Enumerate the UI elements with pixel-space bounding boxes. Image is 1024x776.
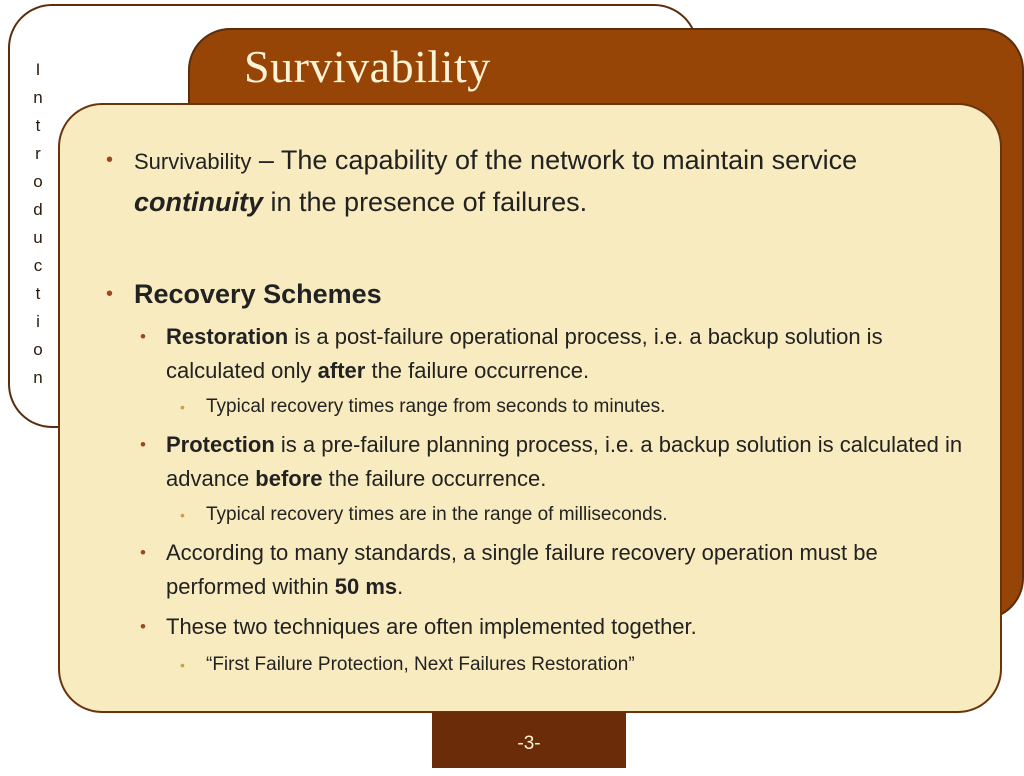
tab-letter: r: [35, 144, 41, 163]
definition-dash: –: [251, 145, 281, 175]
bullet-icon: •: [106, 149, 114, 171]
page-number: -3-: [432, 712, 626, 768]
standards-emphasis: 50 ms: [334, 574, 398, 599]
tab-letter: n: [33, 368, 43, 387]
bullet-together: [140, 610, 966, 644]
tab-letter: n: [33, 88, 43, 107]
tab-letter: I: [35, 60, 41, 79]
slide-title: Survivability: [244, 41, 491, 92]
bullet-definition: [106, 140, 966, 222]
section-tab-introduction[interactable]: [20, 56, 56, 392]
definition-emphasis: continuity: [134, 187, 263, 217]
protection-text: is a pre-failure planning process, i.e. a backup solution is calculated in advance: [166, 432, 963, 491]
tab-letter: u: [33, 228, 43, 247]
definition-text-after: in the presence of failures.: [263, 187, 588, 217]
bullet-icon: •: [180, 399, 185, 415]
standards-text: According to many standards, a single failure recovery operation must be performed within: [166, 540, 878, 599]
bullet-restoration-sub: [180, 394, 966, 420]
bullet-icon: •: [140, 327, 146, 346]
bullet-standards: [140, 536, 966, 604]
protection-sub-text: Typical recovery times are in the range of milliseconds.: [206, 504, 668, 525]
standards-text-after: .: [397, 574, 404, 599]
together-sub-text: “First Failure Protection, Next Failures Restoration”: [206, 654, 635, 675]
together-text: These two techniques are often implemented together.: [166, 614, 697, 639]
bullet-together-sub: [180, 652, 966, 678]
tab-letter: t: [35, 116, 41, 135]
definition-term: Survivability: [134, 149, 252, 174]
restoration-term: Restoration: [166, 324, 289, 349]
bullet-icon: •: [140, 617, 146, 636]
bullet-icon: •: [140, 543, 146, 562]
bullet-icon: •: [106, 283, 114, 305]
tab-letter: o: [33, 340, 43, 359]
bullet-icon: •: [180, 657, 185, 673]
tab-letter: c: [33, 256, 43, 275]
bullet-icon: •: [180, 507, 185, 523]
tab-letter: o: [33, 172, 43, 191]
tab-letter: t: [35, 284, 41, 303]
protection-term: Protection: [166, 432, 275, 457]
bullet-heading: [106, 274, 966, 314]
tab-letter: d: [33, 200, 43, 219]
protection-text-after: the failure occurrence.: [322, 466, 547, 491]
protection-emphasis: before: [255, 466, 323, 491]
tab-letter: i: [36, 312, 40, 331]
restoration-emphasis: after: [317, 358, 366, 383]
restoration-text: is a post-failure operational process, i.e. a backup solution is calculated only: [166, 324, 883, 383]
restoration-text-after: the failure occurrence.: [365, 358, 590, 383]
slide-content: [106, 140, 966, 678]
bullet-icon: •: [140, 435, 146, 454]
restoration-sub-text: Typical recovery times range from seconds to minutes.: [206, 396, 666, 417]
bullet-restoration: [140, 320, 966, 388]
definition-text: The capability of the network to maintain service: [280, 145, 858, 175]
recovery-schemes-heading: Recovery Schemes: [134, 279, 382, 309]
bullet-protection: [140, 428, 966, 496]
bullet-protection-sub: [180, 502, 966, 528]
